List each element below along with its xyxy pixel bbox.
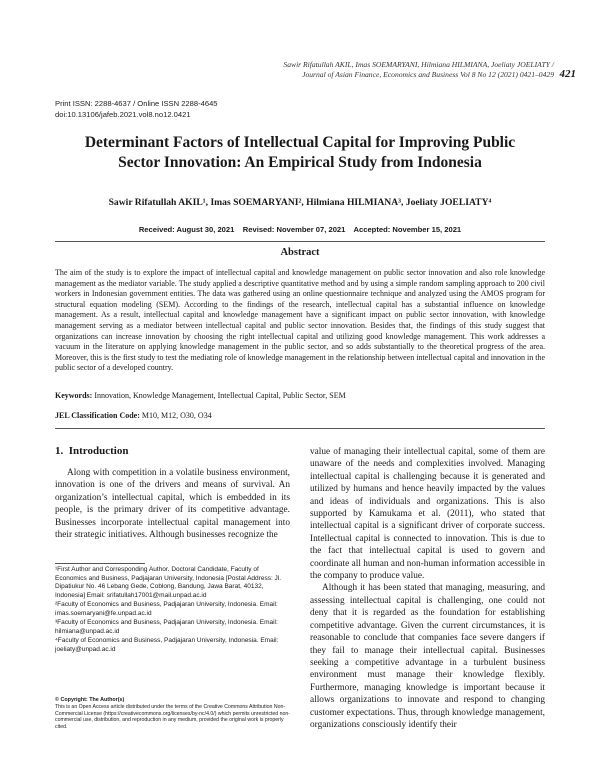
keywords-label: Keywords: bbox=[55, 391, 93, 400]
author-list: Sawir Rifatullah AKIL¹, Imas SOEMARYANI², Hilmiana HILMIANA³, Joeliaty JOELIATY⁴ bbox=[108, 197, 492, 208]
abstract-top-rule bbox=[55, 241, 545, 242]
abstract-bottom-rule bbox=[55, 428, 545, 429]
abstract-text: The aim of the study is to explore the impact of intellectual capital and knowledge management on public sector innovation and also role knowledge management as the mediator variable. The study applied a descriptive quantitative method and by using a simple random sampling approach to 200 civil workers in Indonesian government entities. The data was gathered using an online questionnaire technique and analyzed using the AMOS program for structural equation modeling (SEM). According to the findings of the research, intellectual capital has a substantial influence on knowledge management. As a result, intellectual capital and knowledge management have a significant impact on public sector innovation, with knowledge management serving as a mediator between intellectual capital and public sector innovation. Besides that, the findings of this study suggest that organizations can increase innovation by choosing the right intellectual capital and utilizing good knowledge management. This work addresses a vacuum in the literature on applying knowledge management in the public sector, and so adds substantially to the theoretical progress of the area. Moreover, this is the first study to test the mediating role of knowledge management in the relationship between intellectual capital and innovation in the public sector of a developed country. bbox=[55, 268, 545, 373]
abstract-heading: Abstract bbox=[280, 247, 320, 258]
jel-label: JEL Classification Code: bbox=[55, 411, 140, 420]
running-head-journal: Journal of Asian Finance, Economics and Business Vol 8 No 12 (2021) 0421–0429 bbox=[302, 70, 554, 79]
footnote-4: ⁴Faculty of Economics and Business, Padjajaran University, Indonesia. Email: joeliaty@unpad.ac.id bbox=[55, 637, 279, 653]
intro-paragraph-3: Although it has been stated that managing, measuring, and assessing intellectual capital is challenging, one could not deny that it is regarded as the foundation for establishing competitive advantage. Given the current circumstances, it is reasonable to conclude that companies face severe dangers if they fail to manage their intellectual capital. Businesses seeking a competitive advantage in a turbulent business environment must manage their knowledge flexibly. Furthermore, managing knowledge is important because it allows organizations to innovate and respond to changing customer expectations. Thus, through knowledge management, organizations consciously identify their bbox=[310, 583, 545, 730]
footnote-1: ¹First Author and Corresponding Author. Doctoral Candidate, Faculty of Economics and Business, Padjajaran University, Indonesia [Postal Address: Jl. Dipatiukur No. 46 Lebang Gede, Coblong, Bandung, Jawa Barat, 40132, Indonesia] Email: srifatullah17001@mail.unpad.ac.id bbox=[55, 566, 282, 599]
jel-classification bbox=[55, 411, 545, 420]
footnotes bbox=[55, 566, 290, 655]
intro-paragraph-1: Along with competition in a volatile business environment, innovation is one of the drivers and means of survival. An organization’s intellectual capital, which is embedded in its people, is the primary driver of its competitive advantage. Businesses incorporate intellectual capital management into their strategic initiatives. Although businesses recognize the bbox=[55, 468, 290, 541]
footnote-3: ³Faculty of Economics and Business, Padjajaran University, Indonesia. Email: hilmiana@unpad.ac.id bbox=[55, 619, 278, 635]
running-head-authors: Sawir Rifatullah AKIL, Imas SOEMARYANI, Hilmiana HILMIANA, Joeliaty JOELIATY / bbox=[283, 60, 554, 69]
intro-left-column bbox=[55, 467, 290, 541]
page-number: 421 bbox=[559, 68, 576, 80]
intro-right-column bbox=[310, 446, 545, 731]
doi: doi:10.13106/jafeb.2021.vol8.no12.0421 bbox=[55, 110, 191, 119]
paper-title bbox=[60, 133, 540, 173]
article-dates: Received: August 30, 2021 Revised: November 07, 2021 Accepted: November 15, 2021 bbox=[138, 225, 462, 234]
title-line-2: Sector Innovation: An Empirical Study from Indonesia bbox=[118, 154, 482, 171]
copyright-title: © Copyright: The Author(s) bbox=[55, 697, 125, 703]
identifiers bbox=[55, 98, 218, 120]
title-line-1: Determinant Factors of Intellectual Capital for Improving Public bbox=[84, 134, 516, 151]
copyright-text: This is an Open Access article distributed under the terms of the Creative Commons Attribution Non-Commercial License (https://creativecommons.org/licenses/by-nc/4.0/) which permits unrestricted non-commercial use, distribution, and reproduction in any medium, provided the original work is properly cited. bbox=[55, 703, 290, 731]
footnote-2: ²Faculty of Economics and Business, Padjajaran University, Indonesia. Email: imas.soemaryani@fe.unpad.ac.id bbox=[55, 601, 278, 617]
copyright-notice bbox=[55, 697, 290, 731]
intro-paragraph-2: value of managing their intellectual capital, some of them are unaware of the needs and complexities involved. Managing intellectual capital is challenging because it is generated and utilized by humans and hence heavily impacted by the values and ideas of individuals and organizations. This is also supported by Kamukama et al. (2011), who stated that intellectual capital is a significant driver of corporate success. Intellectual capital is connected to innovation. This is due to the fact that intellectual capital is used to govern and coordinate all human and non-human information accessible in the company to produce value. bbox=[310, 447, 545, 582]
section-heading-introduction: 1. Introduction bbox=[55, 445, 129, 457]
footnote-rule bbox=[55, 563, 145, 564]
keywords bbox=[55, 391, 545, 400]
running-head bbox=[154, 60, 554, 80]
issn: Print ISSN: 2288-4637 / Online ISSN 2288-4645 bbox=[55, 99, 218, 108]
jel-value: M10, M12, O30, O34 bbox=[141, 411, 212, 420]
keywords-value: Innovation, Knowledge Management, Intellectual Capital, Public Sector, SEM bbox=[94, 391, 346, 400]
